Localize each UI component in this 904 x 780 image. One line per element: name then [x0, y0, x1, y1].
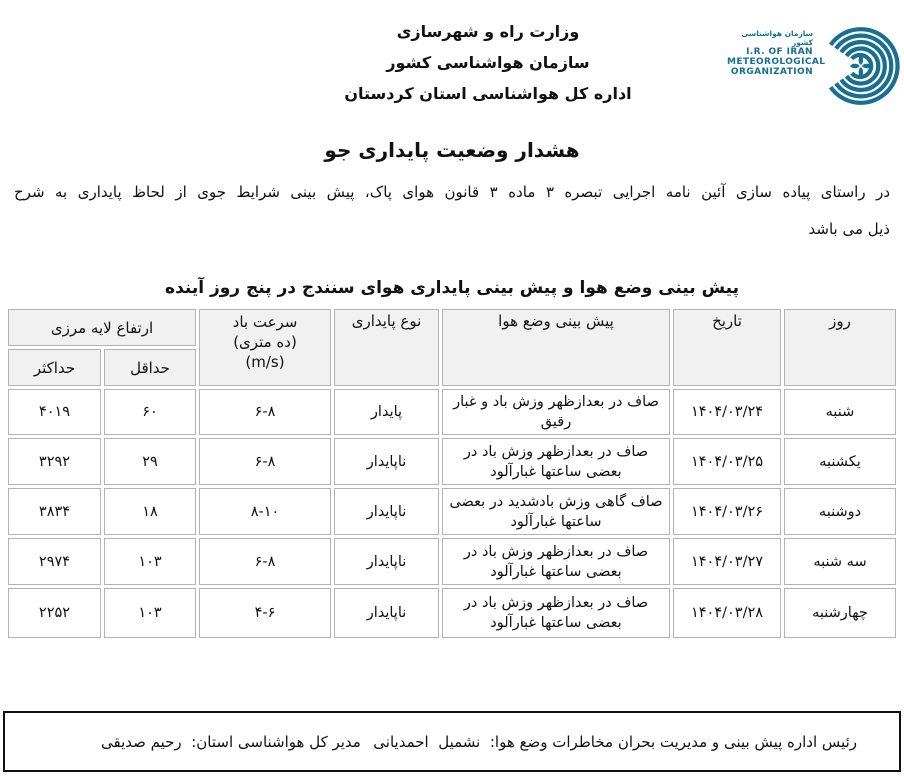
forecast-table [5, 306, 899, 641]
director-general-signature: مدیر کل هواشناسی استان: رحیم صدیقی [101, 732, 361, 751]
table-row-saturday [8, 389, 896, 435]
signature-footer [3, 711, 901, 772]
logo-en-line-3: ORGANIZATION [730, 67, 813, 77]
column-header-wind-speed [199, 309, 331, 386]
wind-speed-label: سرعت باد [232, 313, 298, 331]
stability-cell: ناپایدار [334, 488, 439, 535]
date-cell: ۱۴۰۴/۰۳/۲۴ [673, 389, 781, 435]
forecast-cell: صاف گاهی وزش بادشدید در بعضی ساعتها غبارآلود [442, 488, 670, 535]
date-cell: ۱۴۰۴/۰۳/۲۷ [673, 538, 781, 585]
date-cell: ۱۴۰۴/۰۳/۲۸ [673, 588, 781, 638]
weather-stability-warning-document [0, 12, 904, 780]
max-cell: ۲۹۷۴ [8, 538, 101, 585]
min-cell: ۱۰۳ [104, 538, 196, 585]
max-cell: ۲۲۵۲ [8, 588, 101, 638]
wind-unit-label: (m/s) [245, 353, 285, 371]
wind-cell: ۶-۸ [199, 389, 331, 435]
max-cell: ۳۲۹۲ [8, 438, 101, 485]
wind-cell: ۴-۶ [199, 588, 331, 638]
forecast-cell: صاف در بعدازظهر وزش باد در بعضی ساعتها غبارآلود [442, 588, 670, 638]
table-row-sunday [8, 438, 896, 485]
wind-cell: ۸-۱۰ [199, 488, 331, 535]
min-cell: ۱۸ [104, 488, 196, 535]
min-cell: ۶۰ [104, 389, 196, 435]
table-row-monday [8, 488, 896, 535]
organization-name: سازمان هواشناسی کشور [386, 53, 590, 72]
document-title: هشدار وضعیت پایداری جو [324, 138, 580, 162]
logo-fa-line: سازمان هواشناسی کشور [741, 29, 813, 47]
min-cell: ۱۰۳ [104, 588, 196, 638]
stability-cell: ناپایدار [334, 588, 439, 638]
forecast-cell: صاف در بعدازظهر وزش باد در بعضی ساعتها غبارآلود [442, 438, 670, 485]
intro-paragraph [14, 174, 890, 248]
day-cell: دوشنبه [784, 488, 896, 535]
max-cell: ۴۰۱۹ [8, 389, 101, 435]
intro-line-1: در راستای پیاده سازی آئین نامه اجرایی تبصره ۳ ماده ۳ قانون هوای پاک، پیش بینی شرایط جوی از لحاظ پایداری به شرح [14, 183, 890, 201]
column-header-max: حداکثر [8, 349, 101, 386]
logo-en-line-1: I.R. OF IRAN [746, 47, 813, 57]
wind-height-label: (ده متری) [233, 333, 297, 351]
column-header-stability: نوع پایداری [334, 309, 439, 386]
header-row-1 [8, 309, 896, 346]
forecast-cell: صاف در بعدازظهر وزش باد در بعضی ساعتها غبارآلود [442, 538, 670, 585]
table-caption: پیش بینی وضع هوا و پیش بینی پایداری هوای سنندج در پنج روز آینده [165, 278, 739, 298]
stability-cell: ناپایدار [334, 438, 439, 485]
document-header [0, 12, 904, 116]
forecast-cell: صاف در بعدازظهر وزش باد و غبار رقیق [442, 389, 670, 435]
stability-cell: پایدار [334, 389, 439, 435]
day-cell: سه شنبه [784, 538, 896, 585]
column-header-forecast: پیش بینی وضع هوا [442, 309, 670, 386]
ministry-name: وزارت راه و شهرسازی [396, 22, 580, 41]
column-header-date: تاریخ [673, 309, 781, 386]
min-cell: ۲۹ [104, 438, 196, 485]
wind-cell: ۶-۸ [199, 538, 331, 585]
column-header-day: روز [784, 309, 896, 386]
forecast-office-head-signature: رئیس اداره پیش بینی و مدیریت بحران مخاطرات وضع هوا: نشمیل احمدیانی [373, 732, 857, 751]
day-cell: چهارشنبه [784, 588, 896, 638]
max-cell: ۳۸۳۴ [8, 488, 101, 535]
logo-text-block [727, 29, 826, 77]
table-row-wednesday [8, 588, 896, 638]
day-cell: یکشنبه [784, 438, 896, 485]
table-row-tuesday [8, 538, 896, 585]
stability-cell: ناپایدار [334, 538, 439, 585]
intro-line-2: ذیل می باشد [808, 220, 890, 238]
logo-en-line-2: METEOROLOGICAL [727, 57, 826, 67]
wind-cell: ۶-۸ [199, 438, 331, 485]
column-header-boundary-layer: ارتفاع لایه مرزی [8, 309, 196, 346]
date-cell: ۱۴۰۴/۰۳/۲۵ [673, 438, 781, 485]
spiral-logo-icon [813, 16, 904, 116]
province-office-name: اداره کل هواشناسی استان کردستان [344, 84, 632, 103]
column-header-min: حداقل [104, 349, 196, 386]
date-cell: ۱۴۰۴/۰۳/۲۶ [673, 488, 781, 535]
meteorological-organization-logo [727, 16, 895, 116]
day-cell: شنبه [784, 389, 896, 435]
